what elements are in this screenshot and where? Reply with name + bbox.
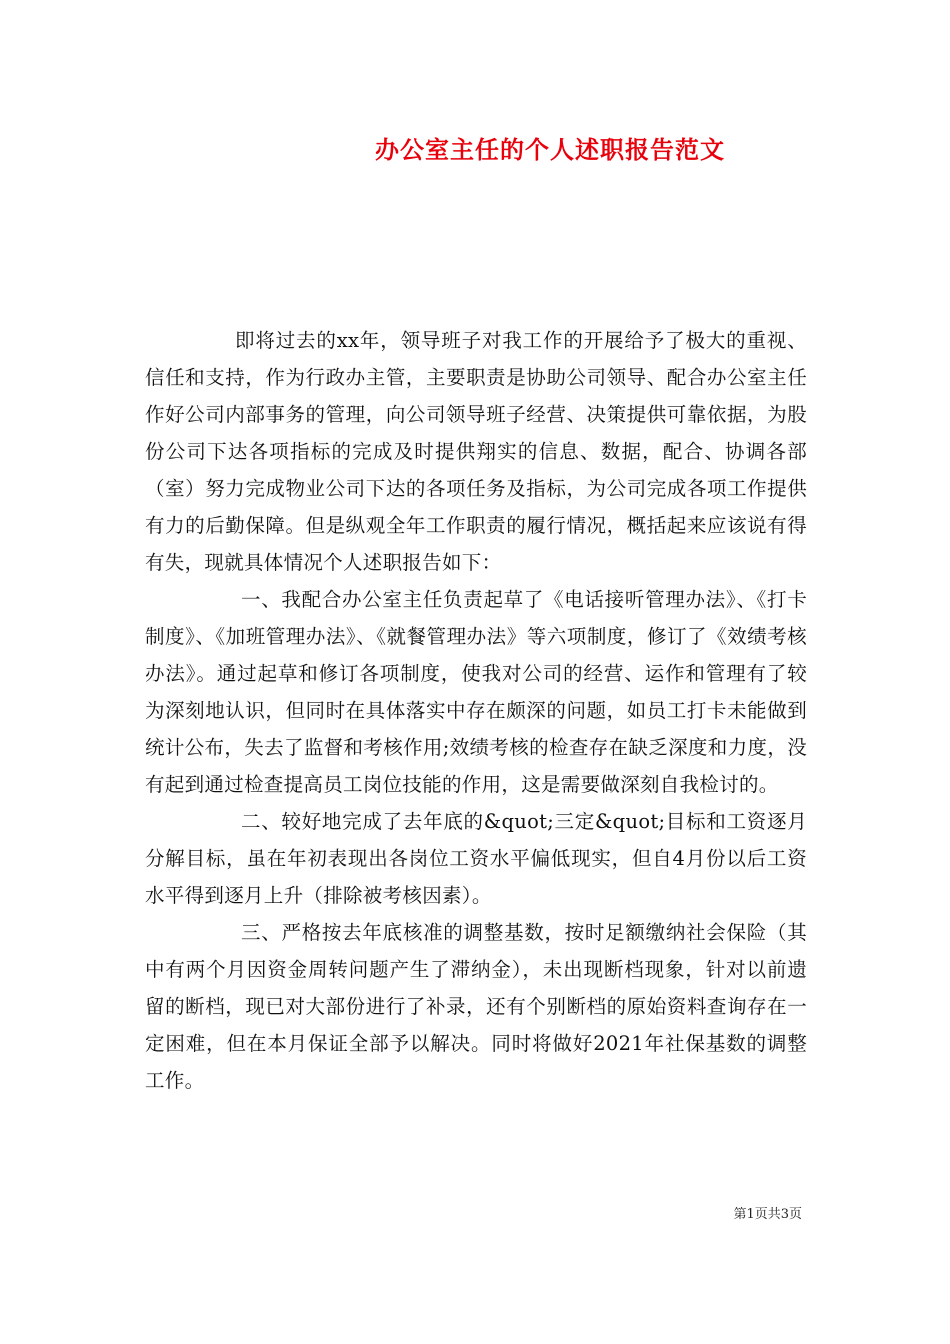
page-number-footer: 第1页共3页 <box>733 1207 802 1222</box>
paragraph-item-1: 一、我配合办公室主任负责起草了《电话接听管理办法》、《打卡制度》、《加班管理办法》、《就餐管理办法》等六项制度，修订了《效绩考核办法》。通过起草和修订各项制度，使我对公司的经营、运作和管理有了较为深刻地认识，但同时在具体落实中存在颇深的问题，如员工打卡未能做到统计公布，失去了监督和考核作用;效绩考核的检查存在缺乏深度和力度，没有起到通过检查提高员工岗位技能的作用，这是需要做深刻自我检讨的。 <box>145 588 807 796</box>
document-body <box>145 322 807 1099</box>
page-title: 办公室主任的个人述职报告范文 <box>375 135 725 164</box>
paragraph-item-3: 三、严格按去年底核准的调整基数，按时足额缴纳社会保险（其中有两个月因资金周转问题产生了滞纳金），未出现断档现象，针对以前遗留的断档，现已对大部份进行了补录，还有个别断档的原始资料查询存在一定困难，但在本月保证全部予以解决。同时将做好2021年社保基数的调整工作。 <box>145 921 807 1092</box>
paragraph-intro: 即将过去的xx年，领导班子对我工作的开展给予了极大的重视、信任和支持，作为行政办主管，主要职责是协助公司领导、配合办公室主任作好公司内部事务的管理，向公司领导班子经营、决策提供可靠依据，为股份公司下达各项指标的完成及时提供翔实的信息、数据，配合、协调各部（室）努力完成物业公司下达的各项任务及指标，为公司完成各项工作提供有力的后勤保障。但是纵观全年工作职责的履行情况，概括起来应该说有得有失，现就具体情况个人述职报告如下： <box>145 329 807 574</box>
paragraph-item-2: 二、较好地完成了去年底的&quot;三定&quot;目标和工资逐月分解目标，虽在年初表现出各岗位工资水平偏低现实，但自4月份以后工资水平得到逐月上升（排除被考核因素）。 <box>145 810 807 907</box>
